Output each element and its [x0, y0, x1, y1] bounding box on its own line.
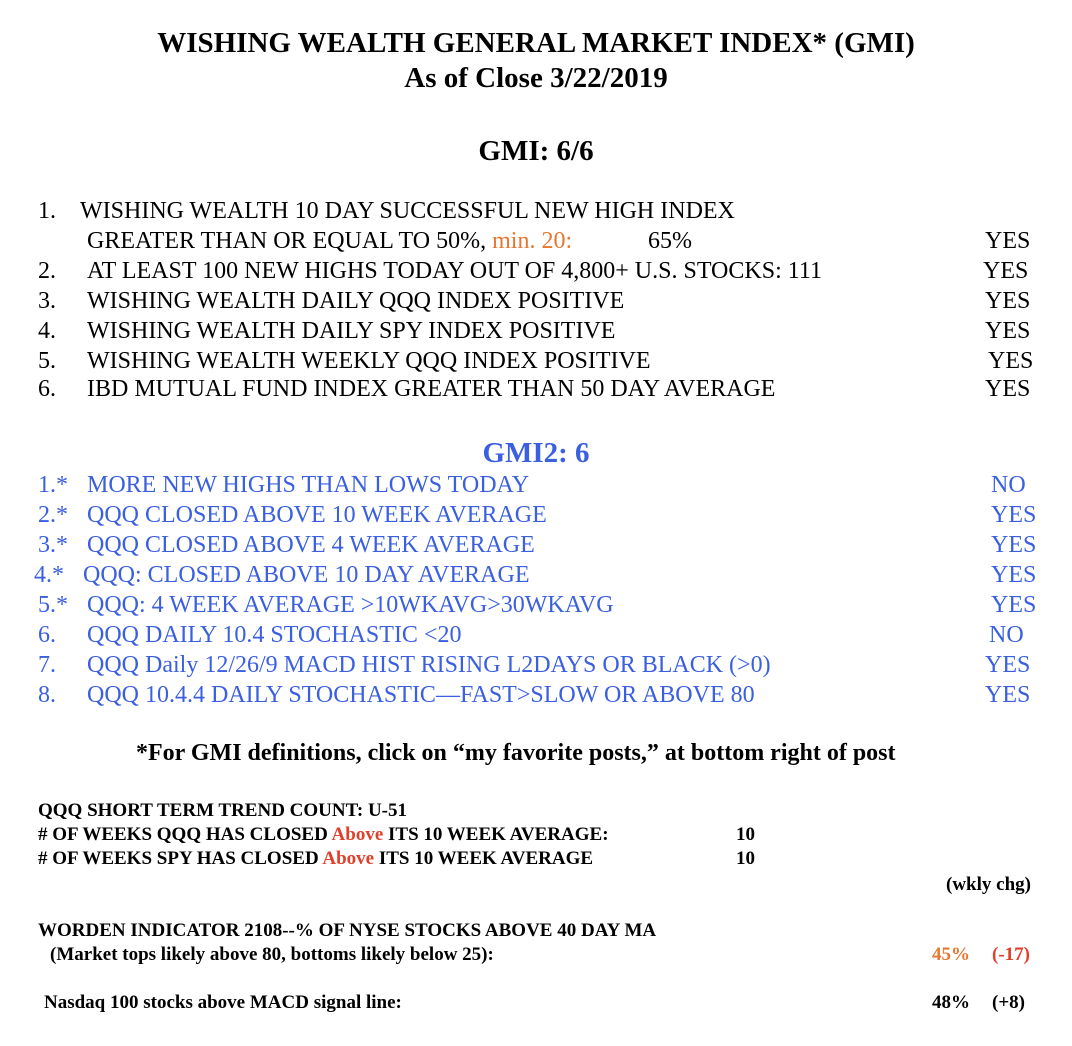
- gmi-item-5-text: WISHING WEALTH WEEKLY QQQ INDEX POSITIVE: [87, 348, 651, 374]
- gmi-item-1-num: 1.: [38, 198, 56, 224]
- gmi2-heading: GMI2: 6: [482, 437, 590, 469]
- gmi-item-1-cont-text: GREATER THAN OR EQUAL TO 50%,: [87, 228, 487, 254]
- spy-weeks-above: [38, 848, 593, 870]
- macd-change: (+8): [992, 992, 1025, 1013]
- gmi2-item-4-text: QQQ: CLOSED ABOVE 10 DAY AVERAGE: [83, 562, 530, 588]
- qqq-weeks-value: 10: [736, 824, 755, 845]
- gmi2-item-8-num: 8.: [38, 682, 56, 708]
- gmi-item-4-result: YES: [985, 318, 1031, 344]
- gmi2-item-7-text: QQQ Daily 12/26/9 MACD HIST RISING L2DAYS OR BLACK (>0): [87, 652, 771, 678]
- gmi2-item-6-text: QQQ DAILY 10.4 STOCHASTIC <20: [87, 622, 462, 648]
- spy-weeks-value: 10: [736, 848, 755, 869]
- gmi2-item-2-num: 2.*: [38, 502, 68, 528]
- gmi2-item-4-result: YES: [991, 562, 1037, 588]
- gmi-footnote: *For GMI definitions, click on “my favorite posts,” at bottom right of post: [136, 740, 896, 766]
- gmi2-item-1-num: 1.*: [38, 472, 68, 498]
- qqq-weeks-label-post: ITS 10 WEEK AVERAGE:: [383, 824, 609, 845]
- gmi-item-1-text: WISHING WEALTH 10 DAY SUCCESSFUL NEW HIGH INDEX: [80, 198, 735, 224]
- page-subtitle: As of Close 3/22/2019: [404, 62, 668, 94]
- macd-label: Nasdaq 100 stocks above MACD signal line:: [44, 992, 402, 1013]
- worden-indicator-label: WORDEN INDICATOR 2108--% OF NYSE STOCKS ABOVE 40 DAY MA: [38, 920, 657, 941]
- macd-value: 48%: [932, 992, 970, 1013]
- gmi-heading: GMI: 6/6: [478, 135, 594, 167]
- gmi-item-2-text: AT LEAST 100 NEW HIGHS TODAY OUT OF 4,800+ U.S. STOCKS: 111: [87, 258, 822, 284]
- gmi-item-6-num: 6.: [38, 376, 56, 402]
- gmi2-item-1-text: MORE NEW HIGHS THAN LOWS TODAY: [87, 472, 530, 498]
- gmi-item-2-num: 2.: [38, 258, 56, 284]
- weekly-change-header: (wkly chg): [946, 874, 1031, 895]
- gmi2-item-2-result: YES: [991, 502, 1037, 528]
- gmi2-item-6-result: NO: [989, 622, 1024, 648]
- gmi-item-2-result: YES: [983, 258, 1029, 284]
- gmi2-item-7-result: YES: [985, 652, 1031, 678]
- spy-above-word: Above: [322, 848, 375, 869]
- gmi-item-6-text: IBD MUTUAL FUND INDEX GREATER THAN 50 DAY AVERAGE: [87, 376, 776, 402]
- gmi-item-6-result: YES: [985, 376, 1031, 402]
- page-title: WISHING WEALTH GENERAL MARKET INDEX* (GMI): [157, 27, 915, 59]
- gmi-item-5-num: 5.: [38, 348, 56, 374]
- worden-change: (-17): [992, 944, 1030, 965]
- gmi-item-3-result: YES: [985, 288, 1031, 314]
- trend-count: QQQ SHORT TERM TREND COUNT: U-51: [38, 800, 407, 821]
- spy-weeks-label-post: ITS 10 WEEK AVERAGE: [374, 848, 594, 869]
- qqq-weeks-above: [38, 824, 609, 846]
- gmi2-item-3-text: QQQ CLOSED ABOVE 4 WEEK AVERAGE: [87, 532, 535, 558]
- worden-indicator-note: (Market tops likely above 80, bottoms likely below 25):: [50, 944, 494, 965]
- gmi2-item-6-num: 6.: [38, 622, 56, 648]
- gmi2-item-5-result: YES: [991, 592, 1037, 618]
- gmi2-item-7-num: 7.: [38, 652, 56, 678]
- gmi2-item-5-text: QQQ: 4 WEEK AVERAGE >10WKAVG>30WKAVG: [87, 592, 614, 618]
- gmi-item-3-text: WISHING WEALTH DAILY QQQ INDEX POSITIVE: [87, 288, 625, 314]
- gmi2-item-1-result: NO: [991, 472, 1026, 498]
- gmi-item-1-result: YES: [985, 228, 1031, 254]
- qqq-weeks-label-pre: # OF WEEKS QQQ HAS CLOSED: [38, 824, 332, 845]
- gmi-item-4-num: 4.: [38, 318, 56, 344]
- gmi2-item-8-result: YES: [985, 682, 1031, 708]
- gmi2-item-4-num: 4.*: [34, 562, 64, 588]
- spy-weeks-label-pre: # OF WEEKS SPY HAS CLOSED: [38, 848, 323, 869]
- gmi-item-4-text: WISHING WEALTH DAILY SPY INDEX POSITIVE: [87, 318, 616, 344]
- gmi-item-1-cont: [87, 226, 572, 256]
- qqq-above-word: Above: [331, 824, 384, 845]
- gmi-item-1-value: 65%: [648, 228, 692, 254]
- gmi-item-1-min-note: min. 20:: [492, 228, 573, 254]
- gmi2-item-8-text: QQQ 10.4.4 DAILY STOCHASTIC—FAST>SLOW OR ABOVE 80: [87, 682, 755, 708]
- gmi2-item-2-text: QQQ CLOSED ABOVE 10 WEEK AVERAGE: [87, 502, 547, 528]
- gmi2-item-3-num: 3.*: [38, 532, 68, 558]
- gmi-item-5-result: YES: [988, 348, 1034, 374]
- gmi2-item-5-num: 5.*: [38, 592, 68, 618]
- gmi2-item-3-result: YES: [991, 532, 1037, 558]
- gmi-item-3-num: 3.: [38, 288, 56, 314]
- worden-value: 45%: [932, 944, 970, 965]
